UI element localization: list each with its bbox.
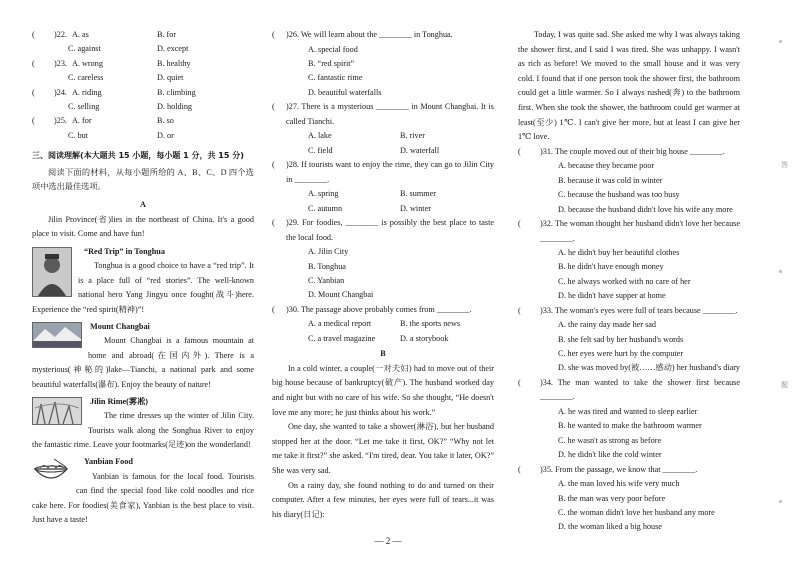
section-title: 三、阅读理解(本大题共 15 小题，每小题 1 分，共 15 分): [32, 151, 244, 161]
question-number: )23.: [54, 58, 67, 68]
option: D. the woman liked a big house: [558, 522, 662, 532]
option: B. the man was very poor before: [558, 493, 666, 503]
option: B. he didn't have enough money: [558, 262, 664, 272]
passage-b-letter: B: [380, 349, 386, 359]
option-row: [272, 187, 494, 201]
option-row: [518, 333, 740, 347]
question-row: [32, 42, 254, 56]
option: C. because the husband was too busy: [558, 190, 680, 200]
question-stem: [518, 304, 740, 319]
answer-paren[interactable]: (: [272, 304, 275, 314]
answer-paren[interactable]: (: [272, 160, 275, 170]
option-row: [272, 332, 494, 346]
option: D. Mount Changbai: [308, 290, 374, 300]
question-row: [32, 100, 254, 114]
option-row: [272, 144, 494, 158]
option: A. the rainy day made her sad: [558, 320, 656, 330]
item-title: Yanbian Food: [84, 457, 133, 466]
option: D. waterfall: [400, 145, 440, 155]
passage-b-paragraph: In a cold winter, a couple(一对夫妇) had to move out of their big house because of bankruptcy(破产). The husband worked day and night but with no care of his wife. So she thought, “He doesn't love me any more; he just thinks about his work.”: [272, 363, 494, 417]
question-item: [518, 376, 740, 463]
answer-paren[interactable]: (: [32, 58, 35, 68]
rime-image: [32, 397, 82, 425]
option-d: D. holding: [157, 101, 193, 111]
column-middle: [272, 28, 494, 522]
travel-item-tonghua: [32, 245, 254, 318]
item-text: Tonghua is a good choice to have a “red trip”. It is a place full of “red stories”. The well-known national hero Yang Jingyu once fought(战斗)here. Experience the “red spirit(精神)”!: [32, 261, 254, 315]
option: D. a storybook: [400, 333, 449, 343]
question-text: )30. The passage above probably comes from ________.: [286, 304, 472, 314]
option-b: B. climbing: [157, 87, 196, 97]
question-row: [32, 71, 254, 85]
question-text: )31. The couple moved out of their big house ________.: [540, 146, 725, 156]
answer-paren[interactable]: (: [518, 464, 521, 474]
option-row: [518, 492, 740, 506]
rime-icon: [33, 398, 81, 424]
question-item: [272, 303, 494, 346]
option-row: [272, 288, 494, 302]
option: D. because the husband didn't love his wife any more: [558, 204, 733, 214]
question-number: )22.: [54, 30, 67, 39]
answer-paren[interactable]: (: [32, 30, 35, 39]
answer-paren[interactable]: (: [272, 218, 275, 228]
option: A. the man loved his wife very much: [558, 479, 680, 489]
question-item: [518, 217, 740, 304]
answer-paren[interactable]: (: [518, 305, 521, 315]
question-text: )29. For foodies, ________ is possibly the best place to taste the local food.: [286, 218, 494, 242]
option-row: [272, 202, 494, 216]
section-instructions: 阅读下面的材料，从每小题所给的 A、B、C、D 四个选项中选出最佳选项。: [32, 167, 254, 192]
question-stem: [518, 145, 740, 160]
option: A. he was tired and wanted to sleep earlier: [558, 407, 698, 416]
option: B. river: [400, 131, 426, 141]
option: D. she was moved by(被……感动) her husband's diary: [558, 363, 741, 373]
mountain-icon: [33, 323, 81, 347]
passage-a-intro: Jilin Province(省)lies in the northeast of China. It's a good place to visit. Come and have fun!: [32, 214, 254, 239]
option: C. he always worked with no care of her: [558, 276, 691, 286]
noodle-bowl-icon: [32, 457, 70, 485]
mountain-image: [32, 322, 82, 348]
option: D. beautiful waterfalls: [308, 87, 382, 97]
question-stem: [272, 100, 494, 129]
question-item: [518, 145, 740, 217]
option-b: B. for: [157, 30, 177, 39]
question-item: [518, 463, 740, 535]
option-row: [272, 43, 494, 57]
question-text: )26. We will learn about the ________ in Tonghua.: [286, 30, 453, 39]
option-row: [518, 448, 740, 462]
answer-paren[interactable]: (: [272, 30, 275, 39]
option-row: [272, 86, 494, 100]
question-text: )33. The woman's eyes were full of tears because ________.: [540, 305, 738, 315]
travel-item-rime: [32, 395, 254, 453]
margin-mark: 题: [781, 381, 788, 389]
option: A. a medical report: [308, 319, 372, 329]
option: B. she felt sad by her husband's words: [558, 334, 684, 344]
option-b: B. so: [157, 116, 174, 126]
option: C. he wasn't as strong as before: [558, 435, 662, 445]
question-text: )34. The man wanted to take the shower first because ________.: [540, 377, 740, 402]
binding-dot: [779, 40, 782, 43]
option: A. special food: [308, 44, 358, 54]
option: A. because they became poor: [558, 161, 655, 171]
option: A. spring: [308, 189, 339, 199]
question-stem: [272, 28, 494, 43]
question-row: [32, 57, 254, 71]
option-row: [518, 203, 740, 217]
option: C. Yanbian: [308, 276, 345, 286]
option-row: [518, 520, 740, 534]
option: C. field: [308, 145, 333, 155]
option-row: [518, 506, 740, 520]
question-number: )25.: [54, 116, 67, 126]
answer-paren[interactable]: (: [32, 116, 35, 126]
passage-a-letter: A: [140, 199, 146, 209]
option: A. Jilin City: [308, 247, 349, 257]
option-row: [518, 188, 740, 202]
option-b: B. healthy: [157, 58, 191, 68]
passage-b-paragraph: On a rainy day, she found nothing to do and turned on their computer. After a few minutes, her eyes were full of tears...it was his diary(日记):: [272, 480, 494, 519]
option-row: [518, 318, 740, 332]
question-row: [32, 129, 254, 143]
portrait-icon: [33, 248, 71, 296]
noodle-bowl-image: [32, 457, 70, 485]
option-c: C. against: [68, 44, 101, 54]
travel-item-changbai: [32, 320, 254, 393]
option-row: [272, 260, 494, 274]
option: B. summer: [400, 189, 436, 199]
travel-item-yanbian: [32, 455, 254, 528]
margin-mark: 答: [781, 161, 788, 169]
option: D. he didn't have supper at home: [558, 291, 666, 301]
option-c: C. but: [68, 130, 89, 140]
option-row: [518, 260, 740, 274]
diary-text: Today, I was quite sad. She asked me why I was always taking the shower first, and I said I was tired. She was unhappy. I wasn't as rich as before! We moved to the small house and it was very cold. I found that if one person took the shower first, the bathroom could get a little warmer. So I always rushed(奔) to the bathroom first. When she took the shower, the bathroom could get warmer at least(至少) 1℃. I can't give her more, but at least I can give her 1℃ love.: [518, 30, 740, 142]
option: D. winter: [400, 203, 431, 213]
option: C. autumn: [308, 203, 343, 213]
option-row: [518, 174, 740, 188]
option: A. lake: [308, 131, 332, 141]
item-title: “Red Trip” in Tonghua: [84, 246, 165, 256]
item-text: Yanbian is famous for the local food. Tourists can find the special food like cold noodles and rice cake here. For foodies(美食家), Yanbian is the best place to visit. Just have a taste!: [32, 471, 254, 525]
option-c: C. selling: [68, 101, 100, 111]
option-d: D. quiet: [157, 73, 184, 83]
question-text: )32. The woman thought her husband didn't love her because ________.: [540, 218, 740, 243]
option: C. fantastic rime: [308, 73, 363, 83]
option: C. her eyes were hurt by the computer: [558, 349, 684, 359]
option-row: [272, 71, 494, 85]
question-item: [272, 28, 494, 100]
option: C. the woman didn't love her husband any more: [558, 507, 715, 517]
option-a: A. riding: [72, 87, 102, 97]
question-item: [272, 216, 494, 303]
option-row: [518, 434, 740, 448]
option-row: [518, 419, 740, 433]
option-d: D. or: [157, 130, 174, 140]
item-text: The rime dresses up the winter of Jilin City. Tourists walk along the Songhua River to enjoy the fantastic rime. Leave your footmarks(足迹)on the wonderland!: [32, 411, 254, 450]
question-item: [272, 158, 494, 216]
option: B. the sports news: [400, 319, 461, 329]
question-number: )24.: [54, 87, 67, 97]
portrait-image: [32, 247, 72, 297]
binding-dot: [779, 500, 782, 503]
question-item: [518, 304, 740, 376]
item-title: Mount Changbai: [90, 321, 150, 331]
option-row: [518, 405, 740, 419]
option: C. a travel magazine: [308, 333, 376, 343]
answer-paren[interactable]: (: [518, 218, 521, 228]
option-a: A. wrong: [72, 58, 103, 68]
answer-paren[interactable]: (: [518, 377, 521, 387]
option: B. because it was cold in winter: [558, 175, 663, 185]
question-text: )28. If tourists want to enjoy the rime, they can go to Jilin City in ________.: [286, 160, 494, 184]
question-stem: [272, 158, 494, 187]
question-stem: [272, 303, 494, 318]
question-row: [32, 86, 254, 100]
questions-26-30: [272, 28, 494, 346]
option-row: [518, 159, 740, 173]
passage-b-paragraph: One day, she wanted to take a shower(淋浴), but her husband stopped her at the door. “Let me take it first, OK?” “Why not let me take it first?” she asked. “I'm tired, dear. You take it later, OK?” She was very sad.: [272, 422, 494, 475]
question-stem: [518, 217, 740, 246]
binding-dot: [779, 270, 782, 273]
mcq-block: [32, 28, 254, 143]
option-row: [518, 246, 740, 260]
option-a: A. for: [72, 116, 92, 126]
answer-paren[interactable]: (: [32, 87, 35, 97]
option: B. Tonghua: [308, 261, 346, 271]
option-a: A. as: [72, 30, 89, 39]
option-c: C. careless: [68, 73, 104, 83]
option-row: [272, 274, 494, 288]
option-d: D. except: [157, 44, 189, 54]
question-stem: [518, 463, 740, 478]
column-left: [32, 28, 254, 528]
answer-paren[interactable]: (: [518, 146, 521, 156]
question-item: [272, 100, 494, 158]
option-row: [272, 245, 494, 259]
option-row: [518, 347, 740, 361]
option-row: [272, 129, 494, 143]
page-number: — 2 —: [374, 536, 402, 546]
question-text: )27. There is a mysterious ________ in Mount Changbai. It is called Tianchi.: [286, 102, 494, 126]
option-row: [272, 57, 494, 71]
answer-paren[interactable]: (: [272, 102, 275, 112]
question-row: [32, 114, 254, 128]
option: A. he didn't buy her beautiful clothes: [558, 248, 680, 258]
option-row: [272, 317, 494, 331]
option-row: [518, 289, 740, 303]
item-title: Jilin Rime(雾凇): [90, 396, 148, 406]
question-stem: [272, 216, 494, 245]
option: B. “red spirit”: [308, 58, 355, 68]
option-row: [518, 275, 740, 289]
question-text: )35. From the passage, we know that ________.: [540, 464, 698, 474]
option-row: [518, 361, 740, 375]
option-row: [518, 477, 740, 491]
questions-31-35: [518, 145, 740, 535]
question-row: [32, 28, 254, 42]
question-stem: [518, 376, 740, 405]
option: D. he didn't like the cold winter: [558, 450, 662, 460]
option: B. he wanted to make the bathroom warmer: [558, 421, 702, 431]
item-text: Mount Changbai is a famous mountain at home and abroad(在国内外). There is a mysterious(神秘的)lake—Tianchi, a national park and some beautiful waterfalls(瀑布). Enjoy the beauty of nature!: [32, 336, 254, 390]
column-right: [518, 28, 740, 535]
